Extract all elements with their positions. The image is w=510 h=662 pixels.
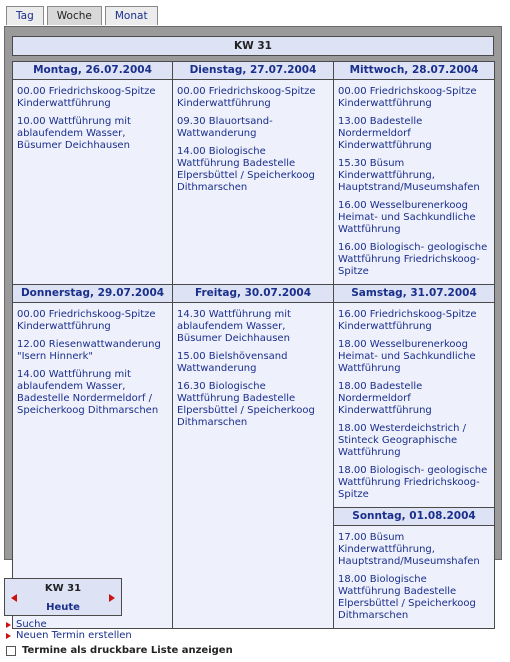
event-item[interactable]: 10.00 Wattführung mit ablaufendem Wasser, Büsumer Deichhausen: [17, 116, 131, 151]
day-cell-sunday: [334, 508, 495, 629]
day-cell-tuesday: [173, 62, 334, 285]
view-tabs: [6, 6, 161, 26]
navigator-week: KW 31: [44, 583, 82, 594]
event-item[interactable]: 17.00 Büsum Kinderwattführung, Hauptstrand/Museumshafen: [338, 532, 480, 567]
week-grid: [12, 61, 495, 629]
event-item[interactable]: 12.00 Riesenwattwanderung "Isern Hinnerk": [17, 339, 161, 362]
day-header[interactable]: Donnerstag, 29.07.2004: [13, 285, 172, 303]
tab-tag[interactable]: Tag: [6, 6, 44, 25]
new-appointment-link[interactable]: [6, 630, 132, 641]
day-cell-monday: [13, 62, 173, 285]
event-item[interactable]: 14.30 Wattführung mit ablaufendem Wasser, Büsumer Deichhausen: [177, 309, 291, 344]
event-item[interactable]: 16.30 Biologische Wattführung Badestelle Elpersbüttel / Speicherkoog Dithmarschen: [177, 381, 315, 428]
event-item[interactable]: 14.00 Biologische Wattführung Badestelle Elpersbüttel / Speicherkoog Dithmarschen: [177, 146, 315, 193]
today-link[interactable]: Heute: [46, 602, 80, 613]
day-header[interactable]: Dienstag, 27.07.2004: [173, 62, 333, 80]
day-cell-wednesday: [334, 62, 495, 285]
event-item[interactable]: 18.00 Westerdeichstrich / Stinteck Geographische Wattführung: [338, 423, 466, 458]
print-list-checkbox[interactable]: [6, 646, 16, 656]
search-link[interactable]: [6, 619, 132, 630]
day-header[interactable]: Montag, 26.07.2004: [13, 62, 172, 80]
event-item[interactable]: 00.00 Friedrichskoog-Spitze Kinderwattführung: [177, 86, 316, 109]
red-triangle-bullet-icon: [6, 633, 11, 639]
event-item[interactable]: 13.00 Badestelle Nordermeldorf Kinderwattführung: [338, 116, 432, 151]
event-item[interactable]: 16.00 Biologisch- geologische Wattführung Friedrichskoog-Spitze: [338, 242, 488, 277]
next-week-arrow-icon[interactable]: [109, 594, 115, 602]
previous-week-arrow-icon[interactable]: [11, 594, 17, 602]
week-navigator: [4, 578, 122, 616]
day-cell-saturday: [334, 285, 495, 508]
action-links: [6, 619, 132, 641]
event-item[interactable]: 18.00 Biologisch- geologische Wattführung Friedrichskoog-Spitze: [338, 465, 488, 500]
event-item[interactable]: 16.00 Wesselburenerkoog Heimat- und Sachkundliche Wattführung: [338, 200, 476, 235]
event-item[interactable]: 18.00 Biologische Wattführung Badestelle Elpersbüttel / Speicherkoog Dithmarschen: [338, 574, 476, 621]
week-title: KW 31: [12, 36, 494, 56]
event-item[interactable]: 16.00 Friedrichskoog-Spitze Kinderwattführung: [338, 309, 477, 332]
print-list-label: Termine als druckbare Liste anzeigen: [22, 645, 233, 656]
event-item[interactable]: 18.00 Badestelle Nordermeldorf Kinderwattführung: [338, 381, 432, 416]
day-header[interactable]: Sonntag, 01.08.2004: [334, 508, 494, 526]
event-item[interactable]: 15.00 Bielshövensand Wattwanderung: [177, 351, 288, 374]
tab-monat[interactable]: Monat: [105, 6, 158, 25]
event-item[interactable]: 00.00 Friedrichskoog-Spitze Kinderwattführung: [338, 86, 477, 109]
day-cell-friday: [173, 285, 334, 629]
day-header[interactable]: Mittwoch, 28.07.2004: [334, 62, 494, 80]
link-label: Suche: [16, 619, 47, 630]
event-item[interactable]: 18.00 Wesselburenerkoog Heimat- und Sachkundliche Wattführung: [338, 339, 476, 374]
event-item[interactable]: 14.00 Wattführung mit ablaufendem Wasser, Badestelle Nordermeldorf / Speicherkoog Dithmarschen: [17, 369, 159, 416]
tab-woche[interactable]: Woche: [47, 6, 102, 25]
day-cell-thursday: [13, 285, 173, 629]
event-item[interactable]: 09.30 Blauortsand-Wattwanderung: [177, 116, 273, 139]
link-label: Neuen Termin erstellen: [16, 630, 132, 641]
day-header[interactable]: Freitag, 30.07.2004: [173, 285, 333, 303]
event-item[interactable]: 00.00 Friedrichskoog-Spitze Kinderwattführung: [17, 86, 156, 109]
print-list-option: [6, 645, 233, 656]
event-item[interactable]: 15.30 Büsum Kinderwattführung, Hauptstrand/Museumshafen: [338, 158, 480, 193]
event-item[interactable]: 00.00 Friedrichskoog-Spitze Kinderwattführung: [17, 309, 156, 332]
red-triangle-bullet-icon: [6, 622, 11, 628]
day-header[interactable]: Samstag, 31.07.2004: [334, 285, 494, 303]
